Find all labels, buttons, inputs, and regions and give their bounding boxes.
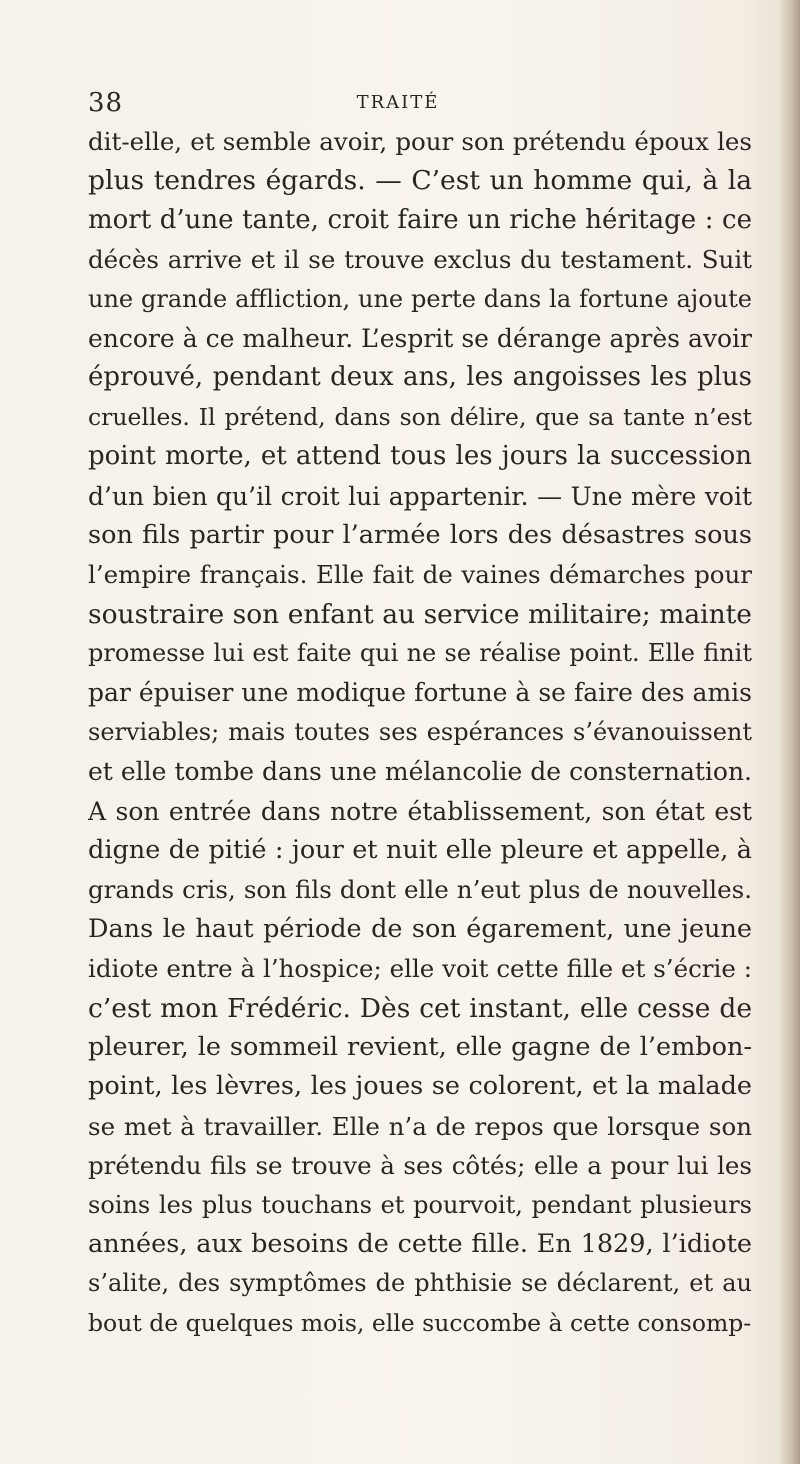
text-line: bout de quelques mois, elle succombe à cette consomp- (88, 1308, 752, 1337)
text-line: soins les plus touchans et pourvoit, pendant plusieurs (88, 1190, 752, 1219)
text-line: et elle tombe dans une mélancolie de consternation. (88, 757, 752, 787)
page-edge-shadow (778, 0, 800, 1464)
text-line: point, les lèvres, les joues se colorent, et la malade (88, 1071, 752, 1102)
text-line: s’alite, des symptômes de phthisie se déclarent, et au (88, 1269, 752, 1298)
text-line: grands cris, son fils dont elle n’eut plus de nouvelles. (88, 875, 752, 905)
text-line: point morte, et attend tous les jours la succession (88, 441, 752, 472)
page-header (88, 88, 748, 124)
text-line: A son entrée dans notre établissement, son état est (88, 796, 752, 826)
text-line: digne de pitié : jour et nuit elle pleure et appelle, à (88, 835, 752, 866)
text-line: promesse lui est faite qui ne se réalise point. Elle finit (88, 639, 752, 668)
text-line: éprouvé, pendant deux ans, les angoisses les plus (88, 362, 752, 393)
text-line: se met à travailler. Elle n’a de repos que lorsque son (88, 1111, 752, 1141)
text-line: c’est mon Frédéric. Dès cet instant, elle cesse de (88, 992, 752, 1024)
text-line: Dans le haut période de son égarement, une jeune (88, 913, 752, 944)
text-line: mort d’une tante, croit faire un riche héritage : ce (88, 204, 752, 235)
text-line: encore à ce malheur. L’esprit se dérange après avoir (88, 323, 752, 353)
text-line: pleurer, le sommeil revient, elle gagne de l’embon- (88, 1031, 752, 1062)
page-number: 38 (88, 88, 124, 118)
text-line: prétendu fils se trouve à ses côtés; elle a pour lui les (88, 1151, 752, 1181)
text-line: années, aux besoins de cette fille. En 1829, l’idiote (88, 1228, 752, 1259)
text-line: cruelles. Il prétend, dans son délire, que sa tante n’est (88, 402, 752, 431)
text-line: idiote entre à l’hospice; elle voit cette fille et s’écrie : (88, 954, 752, 984)
text-line: soustraire son enfant au service militaire; mainte (88, 598, 752, 630)
text-line: d’un bien qu’il croit lui appartenir. — Une mère voit (88, 481, 752, 511)
text-line: une grande affliction, une perte dans la fortune ajoute (88, 284, 752, 313)
text-line: serviables; mais toutes ses espérances s’évanouissent (88, 717, 752, 746)
text-line: son fils partir pour l’armée lors des désastres sous (88, 519, 752, 550)
text-line: dit-elle, et semble avoir, pour son prétendu époux les (88, 127, 752, 156)
text-line: par épuiser une modique fortune à se faire des amis (88, 678, 752, 708)
body-text (88, 122, 752, 1343)
running-title: TRAITÉ (356, 92, 440, 113)
text-line: l’empire français. Elle fait de vaines démarches pour (88, 560, 752, 590)
text-line: plus tendres égards. — C’est un homme qui, à la (88, 165, 752, 197)
text-line: décès arrive et il se trouve exclus du testament. Suit (88, 245, 752, 275)
